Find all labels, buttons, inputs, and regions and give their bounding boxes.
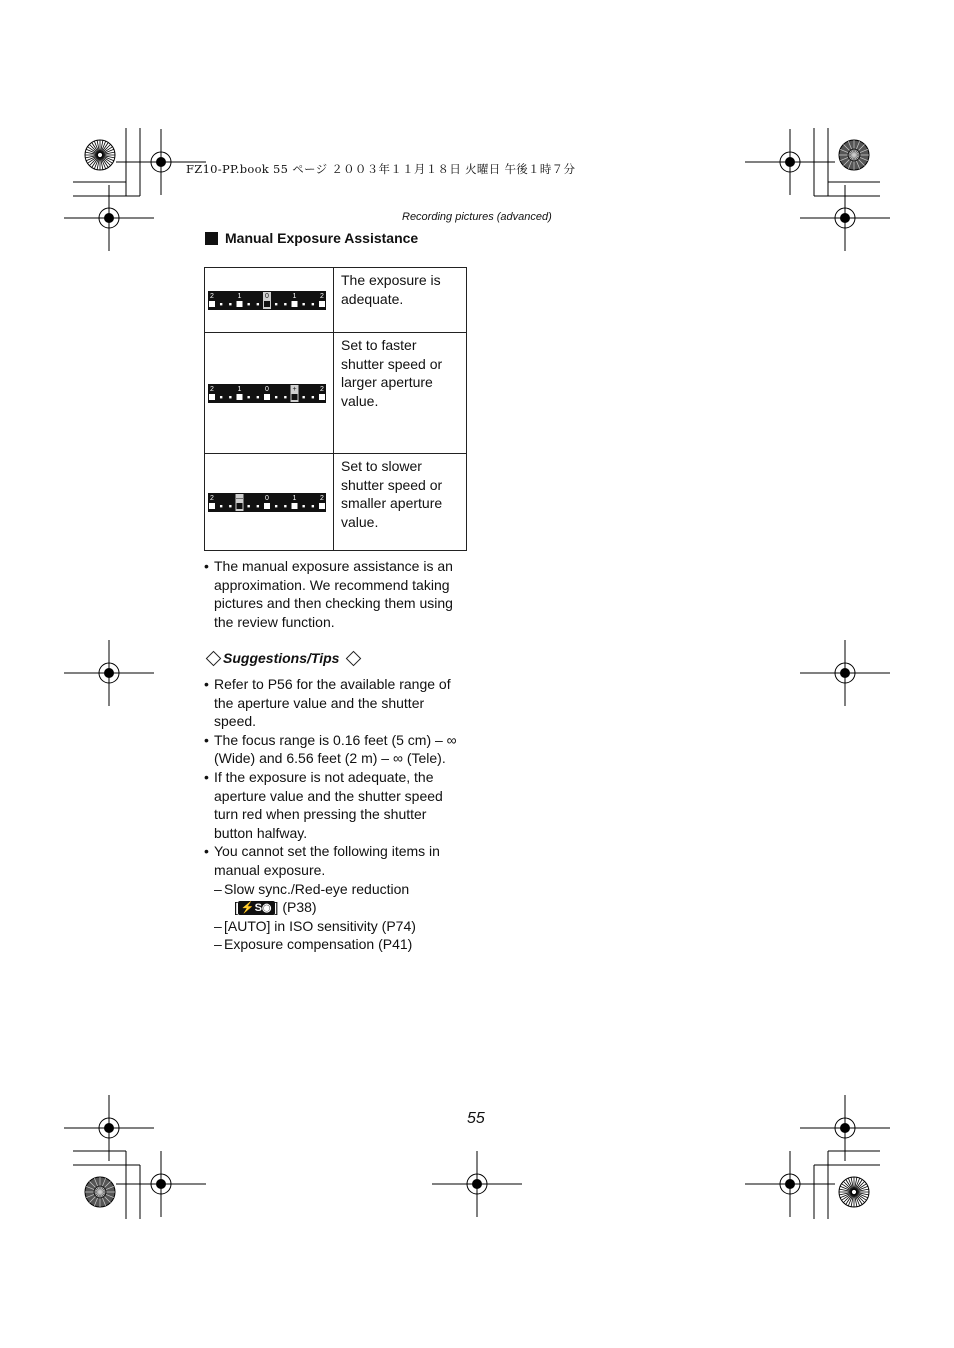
row-text: Set to faster shutter speed or larger aperture value. [334, 333, 467, 454]
meter-tick-label: 2 [210, 494, 214, 502]
meter-major-tick [237, 394, 243, 400]
meter-minor-tick [284, 303, 286, 305]
meter-minor-tick [229, 505, 231, 507]
meter-minor-tick [302, 505, 304, 507]
meter-minor-tick [229, 303, 231, 305]
meter-major-tick [237, 503, 243, 509]
meter-tick-label: 1 [237, 385, 242, 393]
meter-minor-tick [302, 396, 304, 398]
meter-tick-label: 0 [265, 385, 269, 393]
meter-tick-label: 2 [210, 385, 214, 393]
sub-item-text: Slow sync./Red-eye reduction [224, 880, 410, 897]
section-title [205, 230, 418, 246]
section-title-text: Manual Exposure Assistance [225, 230, 419, 246]
meter-minor-tick [312, 505, 314, 507]
sub-item [214, 935, 469, 954]
running-head: Recording pictures (advanced) [402, 211, 552, 223]
meter-minor-tick [220, 303, 222, 305]
meter-tick-label: 2 [320, 494, 324, 502]
meter-tick-label: 1 [292, 292, 297, 300]
meter-tick-label: 1 [237, 292, 242, 300]
file-header: FZ10-PP.book 55 ページ ２００３年１１月１８日 火曜日 午後１時７分 [186, 162, 576, 176]
flash-slow-sync-red-eye-icon: ⚡S◉ [238, 901, 275, 915]
row-text: Set to slower shutter speed or smaller aperture value. [334, 454, 467, 551]
meter-tick-label: 2 [320, 385, 324, 393]
sub-item-ref: (P38) [282, 899, 317, 916]
meter-minor-tick [312, 303, 314, 305]
meter-minor-tick [247, 505, 249, 507]
meter-minor-tick [220, 505, 222, 507]
meter-major-tick [292, 394, 298, 400]
meter-major-tick [264, 503, 270, 509]
meter-minor-tick [302, 303, 304, 305]
note-list [204, 557, 469, 631]
meter-major-tick [209, 503, 215, 509]
list-item: • If the exposure is not adequate, the aperture value and the shutter speed turn red when pressing the shutter button halfway. [204, 768, 469, 842]
table-row [205, 454, 467, 551]
meter-tick-label: 0 [265, 494, 269, 502]
meter-tick-label: 2 [210, 292, 214, 300]
sub-item [214, 880, 469, 899]
meter-major-tick [292, 301, 298, 307]
sub-item-text: [AUTO] in ISO sensitivity (P74) [224, 917, 416, 934]
meter-tick-label: 0 [265, 292, 269, 300]
table-row [205, 333, 467, 454]
meter-major-tick [264, 301, 270, 307]
meter-minor-tick [275, 396, 277, 398]
meter-major-tick [237, 301, 243, 307]
meter-major-tick [319, 394, 325, 400]
list-item: • The manual exposure assistance is an approximation. We recommend taking pictures and then checking them using the review function. [204, 557, 469, 631]
black-square-icon [205, 232, 218, 245]
indicator-cell [205, 268, 334, 333]
meter-minor-tick [275, 303, 277, 305]
meter-minor-tick [284, 505, 286, 507]
tips-title: Suggestions/Tips [223, 650, 340, 666]
meter-minor-tick [312, 396, 314, 398]
meter-tick-label: + [292, 385, 297, 393]
exposure-meter-under [208, 493, 326, 512]
tips-heading [205, 650, 363, 666]
table-row [205, 268, 467, 333]
sub-item-text: Exposure compensation (P41) [224, 936, 413, 953]
meter-major-tick [209, 301, 215, 307]
row-text: The exposure is adequate. [334, 268, 467, 333]
sub-item [214, 917, 469, 936]
meter-tick-label: — [236, 494, 243, 502]
indicator-cell [205, 333, 334, 454]
meter-major-tick [264, 394, 270, 400]
exposure-meter-over [208, 384, 326, 403]
meter-major-tick [209, 394, 215, 400]
meter-tick-label: 1 [292, 494, 297, 502]
indicator-cell [205, 454, 334, 551]
list-item-text: You cannot set the following items in manual exposure. [214, 843, 440, 878]
meter-minor-tick [247, 303, 249, 305]
meter-minor-tick [257, 505, 259, 507]
meter-minor-tick [220, 396, 222, 398]
tips-list [204, 675, 469, 954]
meter-minor-tick [257, 303, 259, 305]
meter-minor-tick [284, 396, 286, 398]
meter-major-tick [292, 503, 298, 509]
meter-minor-tick [247, 396, 249, 398]
list-item: • The focus range is 0.16 feet (5 cm) – ∞ (Wide) and 6.56 feet (2 m) – ∞ (Tele). [204, 731, 469, 768]
meter-major-tick [319, 301, 325, 307]
exposure-meter-adequate [208, 291, 326, 310]
diamond-icon [346, 650, 362, 666]
page-number: 55 [467, 1110, 485, 1127]
meter-major-tick [319, 503, 325, 509]
sub-list [214, 880, 469, 954]
meter-tick-label: 2 [320, 292, 324, 300]
meter-minor-tick [275, 505, 277, 507]
meter-minor-tick [257, 396, 259, 398]
exposure-assist-table [204, 267, 467, 551]
sub-item-continued: [ ⚡S◉ ] (P38) [234, 899, 317, 916]
diamond-icon [206, 650, 222, 666]
list-item: • Refer to P56 for the available range of the aperture value and the shutter speed. [204, 675, 469, 731]
meter-minor-tick [229, 396, 231, 398]
list-item [204, 842, 469, 954]
